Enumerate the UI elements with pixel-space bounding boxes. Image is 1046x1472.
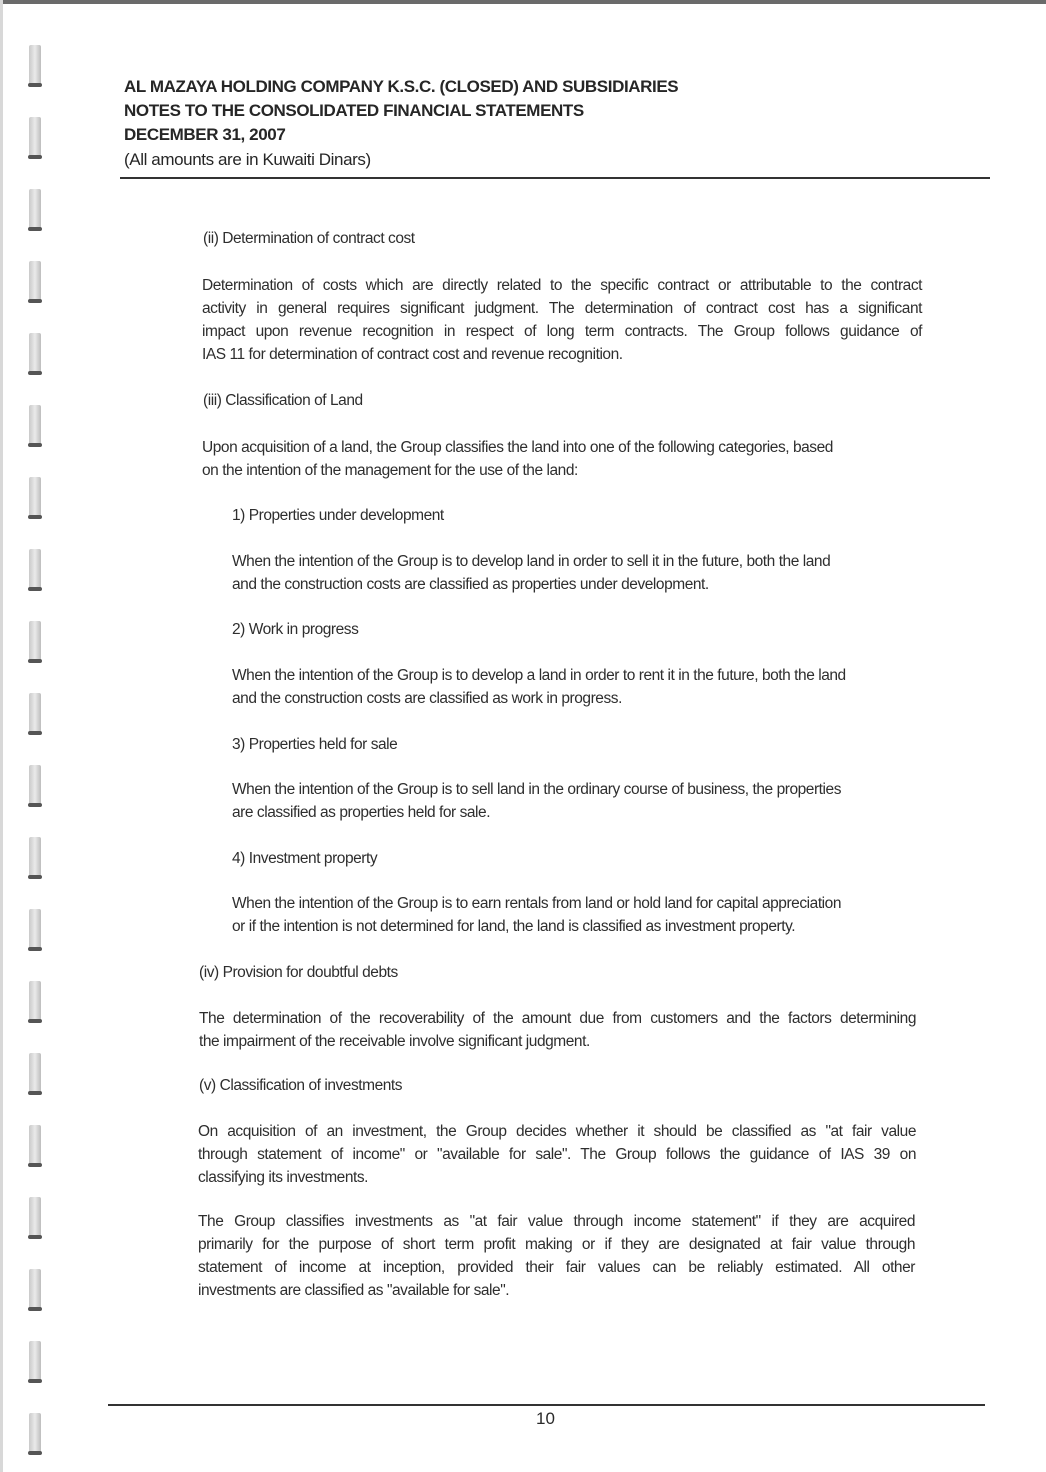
section-heading: (iv) Provision for doubtful debts — [199, 964, 398, 981]
section-heading: (iii) Classification of Land — [203, 392, 363, 409]
binding-hole — [29, 765, 41, 805]
paragraph-line: or if the intention is not determined for land, the land is classified as investment property. — [232, 918, 796, 935]
paragraph-line: When the intention of the Group is to develop a land in order to rent it in the future, both the land — [232, 667, 846, 684]
paragraph-line: the impairment of the receivable involve significant judgment. — [199, 1033, 590, 1050]
binding-hole — [29, 981, 41, 1021]
binding-hole — [29, 477, 41, 517]
section-heading: 4) Investment property — [232, 850, 378, 867]
paragraph-line: Determination of costs which are directly related to the specific contract or attributable to the contract — [202, 277, 922, 294]
section-heading: 2) Work in progress — [232, 621, 359, 638]
paragraph-line: classifying its investments. — [198, 1169, 369, 1186]
binding-hole — [29, 1413, 41, 1453]
section-heading: (ii) Determination of contract cost — [203, 230, 415, 247]
paragraph-line: through statement of income" or "available for sale". The Group follows the guidance of IAS 39 on — [198, 1146, 916, 1163]
section-heading: 3) Properties held for sale — [232, 736, 398, 753]
binding-hole — [29, 909, 41, 949]
footer-rule — [108, 1404, 985, 1406]
binding-hole — [29, 1197, 41, 1237]
section-heading: (v) Classification of investments — [199, 1077, 403, 1094]
binding-hole — [29, 693, 41, 733]
statement-date: DECEMBER 31, 2007 — [124, 125, 286, 144]
header-rule — [120, 177, 990, 179]
paragraph-line: impact upon revenue recognition in respect of long term contracts. The Group follows guidance of — [202, 323, 922, 340]
paragraph-line: The determination of the recoverability of the amount due from customers and the factors determining — [199, 1010, 916, 1027]
binding-hole — [29, 1053, 41, 1093]
paragraph-line: The Group classifies investments as "at fair value through income statement" if they are acquired — [198, 1213, 915, 1230]
paragraph-line: investments are classified as "available for sale". — [198, 1282, 510, 1299]
paragraph-line: and the construction costs are classified as work in progress. — [232, 690, 622, 707]
binding-hole — [29, 45, 41, 85]
binding-hole — [29, 621, 41, 661]
section-heading: 1) Properties under development — [232, 507, 444, 524]
paragraph-line: statement of income at inception, provided their fair values can be reliably estimated. All other — [198, 1259, 915, 1276]
paragraph-line: When the intention of the Group is to develop land in order to sell it in the future, both the land — [232, 553, 831, 570]
scan-left-edge — [0, 0, 3, 1472]
paragraph-line: Upon acquisition of a land, the Group classifies the land into one of the following categories, based — [202, 439, 833, 456]
paragraph-line: When the intention of the Group is to sell land in the ordinary course of business, the properties — [232, 781, 841, 798]
binding-hole — [29, 1341, 41, 1381]
document-title: NOTES TO THE CONSOLIDATED FINANCIAL STATEMENTS — [124, 101, 584, 120]
paragraph-line: are classified as properties held for sale. — [232, 804, 491, 821]
binding-hole — [29, 189, 41, 229]
company-name: AL MAZAYA HOLDING COMPANY K.S.C. (CLOSED) AND SUBSIDIARIES — [124, 77, 679, 96]
binding-hole — [29, 549, 41, 589]
binding-hole — [29, 405, 41, 445]
scan-top-edge — [0, 0, 1046, 4]
paragraph-line: When the intention of the Group is to earn rentals from land or hold land for capital appreciation — [232, 895, 842, 912]
paragraph-line: primarily for the purpose of short term profit making or if they are designated at fair value through — [198, 1236, 915, 1253]
page-number: 10 — [536, 1409, 555, 1428]
paragraph-line: activity in general requires significant judgment. The determination of contract cost has a significant — [202, 300, 922, 317]
binding-hole — [29, 117, 41, 157]
binding-hole — [29, 837, 41, 877]
paragraph-line: IAS 11 for determination of contract cost and revenue recognition. — [202, 346, 623, 363]
binding-hole — [29, 261, 41, 301]
paragraph-line: On acquisition of an investment, the Group decides whether it should be classified as "at fair value — [198, 1123, 916, 1140]
currency-note: (All amounts are in Kuwaiti Dinars) — [124, 150, 371, 169]
binding-hole — [29, 1125, 41, 1165]
paragraph-line: and the construction costs are classified as properties under development. — [232, 576, 709, 593]
binding-hole — [29, 333, 41, 373]
paragraph-line: on the intention of the management for the use of the land: — [202, 462, 578, 479]
binding-hole — [29, 1269, 41, 1309]
